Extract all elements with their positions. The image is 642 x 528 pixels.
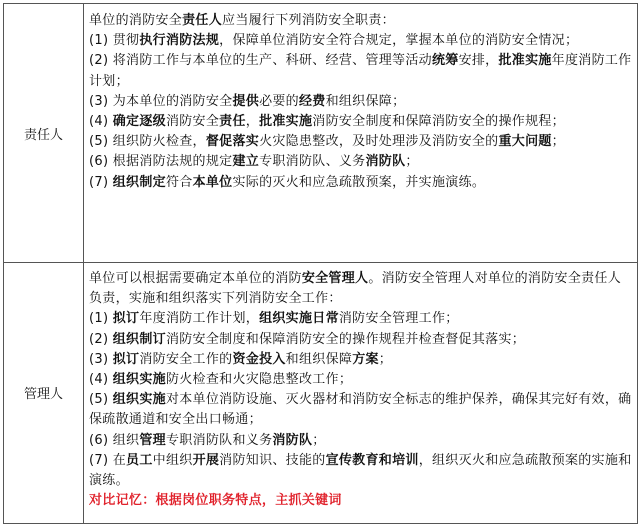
duty-item <box>89 431 632 451</box>
duty-item <box>89 370 632 390</box>
keyword: 经费 <box>298 93 326 109</box>
text-segment: ，保障单位消防安全符合规定，掌握本单位的消防安全情况； <box>219 33 579 49</box>
text-segment: 和组织保障 <box>285 351 353 367</box>
text-segment: 对本单位消防设施、灭火器材和消防安全标志的维护保养，确保其完好有效，确保疏散通道和安全出口畅通； <box>89 392 632 428</box>
text-segment: (3) <box>89 351 113 367</box>
text-segment: (7) <box>89 174 113 190</box>
row-label: 管理人 <box>4 262 84 523</box>
keyword: 组织实施 <box>112 392 166 408</box>
text-segment: ； <box>405 154 419 170</box>
row-label: 责任人 <box>4 4 84 262</box>
duty-item <box>89 11 632 31</box>
text-segment: 火灾隐患整改，及时处理涉及消防安全的 <box>259 134 499 150</box>
text-segment: (5) 组织防火检查， <box>89 134 206 150</box>
keyword: 安全管理人 <box>301 271 369 286</box>
text-segment: 安排， <box>458 53 499 69</box>
text-segment: ； <box>378 351 393 367</box>
keyword: 组织制定 <box>112 174 166 190</box>
duty-item <box>89 112 632 132</box>
text-segment: 消防知识、技能的 <box>219 452 326 468</box>
keyword: 开展 <box>192 452 220 468</box>
text-segment: 消防安全制度和保障消防安全的操作规程并检查督促其落实； <box>165 331 526 347</box>
keyword: 建立 <box>232 154 260 170</box>
keyword: 本单位 <box>192 174 233 190</box>
keyword: 消防队 <box>365 154 406 170</box>
text-segment: 防火检查和火灾隐患整改工作； <box>165 372 353 388</box>
text-segment: ； <box>551 134 565 150</box>
text-segment: (1) 贯彻 <box>89 33 140 49</box>
text-segment: ， <box>245 114 260 130</box>
text-segment: (6) 组织 <box>89 432 140 448</box>
duty-item <box>89 330 632 350</box>
duty-item <box>89 390 632 430</box>
keyword: 宣传教育和培训 <box>325 452 419 468</box>
keyword: 确定逐级 <box>112 114 166 130</box>
text-segment: ，组织灭火和应急疏散预案的实施和演练。 <box>89 452 632 489</box>
duty-item <box>89 309 632 329</box>
text-segment: 单位的消防安全 <box>89 13 183 28</box>
keyword: 拟订 <box>112 351 140 367</box>
duty-item <box>89 92 632 112</box>
text-segment: 消防安全工作的 <box>139 351 233 367</box>
text-segment: 应当履行下列消防安全职责： <box>222 13 395 28</box>
duty-item <box>89 152 632 172</box>
text-segment: (2) 将消防工作与本单位的生产、科研、经营、管理等活动 <box>89 53 432 69</box>
keyword: 组织实施日常 <box>259 311 339 327</box>
keyword: 批准实施 <box>498 53 552 69</box>
text-segment: 和组织保障； <box>325 93 406 109</box>
text-segment: (7) 在 <box>89 452 127 468</box>
text-segment: 中组织 <box>152 452 193 468</box>
keyword: 资金投入 <box>232 351 286 367</box>
text-segment: ； <box>312 432 326 448</box>
text-segment: (1) <box>89 311 113 327</box>
text-segment: (6) 根据消防法规的规定 <box>89 154 233 170</box>
keyword: 组织实施 <box>112 372 166 388</box>
duties-content <box>89 11 632 193</box>
keyword: 统筹 <box>431 53 459 69</box>
text-segment: (2) <box>89 331 113 347</box>
text-segment: 实际的灭火和应急疏散预案，并实施演练。 <box>232 174 486 190</box>
text-segment: 消防安全制度和保障消防安全的操作规程； <box>312 114 565 130</box>
text-segment: 必要的 <box>259 93 299 109</box>
keyword: 组织制订 <box>112 331 166 347</box>
text-segment: (5) <box>89 392 113 408</box>
text-segment: (3) 为本单位的消防安全 <box>89 93 233 109</box>
text-segment: 专职消防队、义务 <box>259 154 366 170</box>
text-segment: 年度消防工作计划， <box>139 311 260 327</box>
duties-table <box>3 3 638 524</box>
text-segment: 单位可以根据需要确定本单位的消防 <box>89 271 302 286</box>
keyword: 提供 <box>232 93 260 109</box>
memory-note: 对比记忆：根据岗位职务特点，主抓关键词 <box>89 493 342 509</box>
text-segment: 年度消防工作计划； <box>89 53 632 89</box>
text-segment: 。消防安全管理人对单位的消防安全责任人负责，实施和组织落实下列消防安全工作： <box>89 271 622 307</box>
keyword: 重大问题 <box>498 134 552 150</box>
keyword: 管理 <box>139 432 166 448</box>
keyword: 消防队 <box>272 432 313 448</box>
text-segment: 消防安全管理工作； <box>338 311 459 327</box>
text-segment: 消防安全 <box>165 114 220 130</box>
table-row <box>4 4 637 263</box>
duty-item <box>89 451 632 491</box>
keyword: 督促落实 <box>205 134 260 150</box>
keyword: 批准实施 <box>259 114 313 130</box>
duty-item <box>89 132 632 152</box>
duty-item <box>89 173 632 193</box>
table-row <box>4 262 637 523</box>
text-segment: (4) <box>89 114 113 130</box>
keyword: 拟订 <box>112 311 140 327</box>
text-segment: 符合 <box>165 174 193 190</box>
text-segment: 专职消防队和义务 <box>165 432 273 448</box>
duty-item <box>89 350 632 370</box>
keyword: 员工 <box>126 452 153 468</box>
keyword: 方案 <box>352 351 379 367</box>
duty-item <box>89 31 632 51</box>
keyword: 责任 <box>219 114 246 130</box>
duties-content <box>89 269 632 511</box>
duty-item <box>89 269 632 309</box>
keyword: 执行消防法规 <box>139 33 220 49</box>
text-segment: (4) <box>89 372 113 388</box>
duty-item <box>89 51 632 91</box>
keyword: 责任人 <box>182 13 223 28</box>
